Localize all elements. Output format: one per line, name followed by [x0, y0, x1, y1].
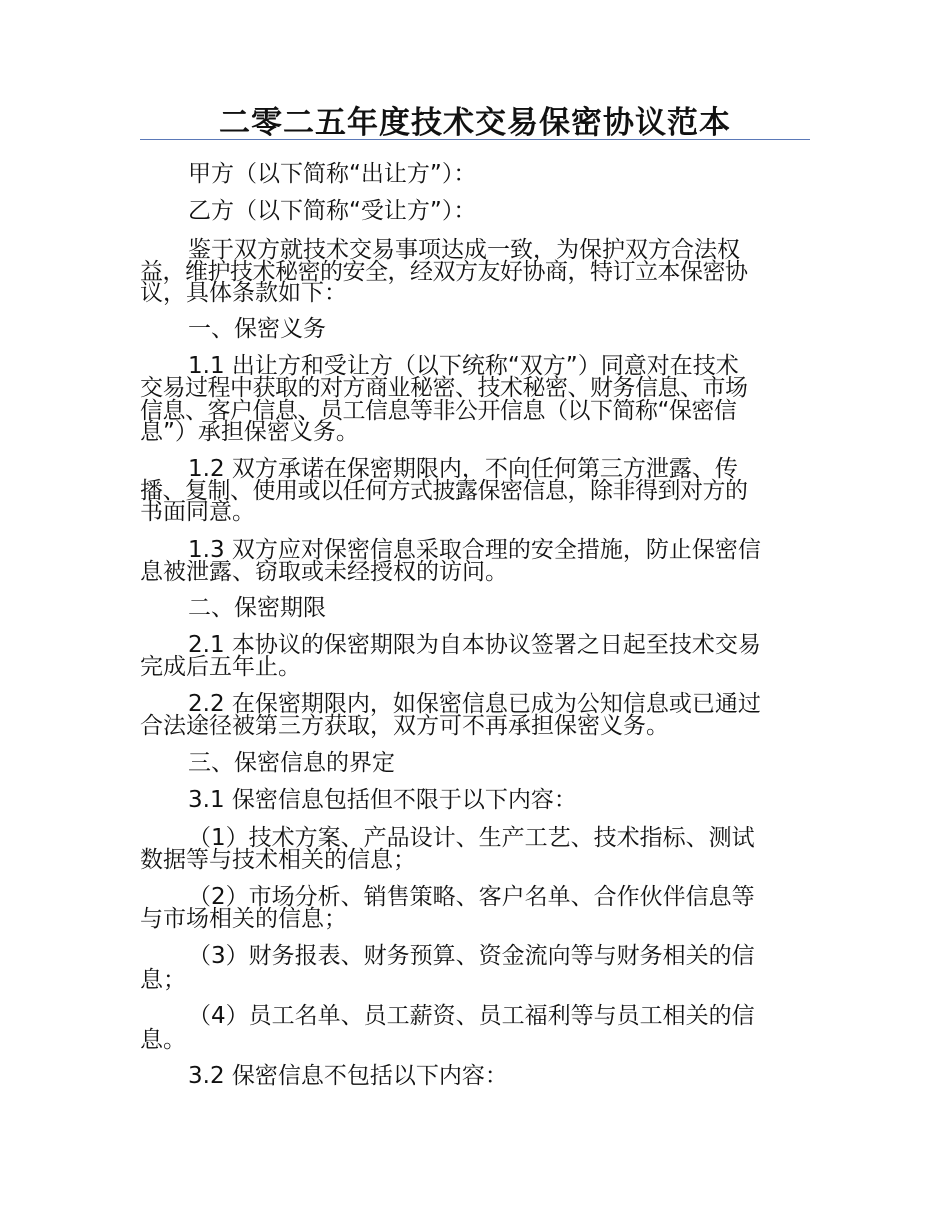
- clause-line: 1.3 双方应对保密信息采取合理的安全措施，防止保密信: [188, 537, 761, 563]
- preamble-line: 议，具体条款如下：: [140, 280, 347, 306]
- list-item: 息；: [140, 967, 186, 993]
- clause-line: 信息、客户信息、员工信息等非公开信息（以下简称“保密信: [140, 398, 737, 424]
- clause-line: 2.2 在保密期限内，如保密信息已成为公知信息或已通过: [188, 691, 761, 717]
- clause-line: 交易过程中获取的对方商业秘密、技术秘密、财务信息、市场: [140, 375, 748, 401]
- document-title: 二零二五年度技术交易保密协议范本: [219, 105, 731, 141]
- list-item: （1）技术方案、产品设计、生产工艺、技术指标、测试: [188, 825, 755, 851]
- clause-line: 播、复制、使用或以任何方式披露保密信息，除非得到对方的: [140, 478, 748, 504]
- preamble-line: 益，维护技术秘密的安全，经双方友好协商，特订立本保密协: [140, 259, 748, 285]
- list-item: 数据等与技术相关的信息；: [140, 847, 416, 873]
- title-underline: [140, 139, 810, 140]
- party-a-line: 甲方（以下简称“出让方”）：: [188, 161, 477, 187]
- clause-line: 3.1 保密信息包括但不限于以下内容：: [188, 787, 577, 813]
- clause-line: 完成后五年止。: [140, 654, 301, 680]
- list-item: （4）员工名单、员工薪资、员工福利等与员工相关的信: [188, 1003, 755, 1029]
- clause-line: 息被泄露、窃取或未经授权的访问。: [140, 559, 508, 585]
- clause-line: 2.1 本协议的保密期限为自本协议签署之日起至技术交易: [188, 632, 761, 658]
- clause-line: 3.2 保密信息不包括以下内容：: [188, 1063, 508, 1089]
- section-heading: 一、保密义务: [188, 316, 326, 342]
- preamble-line: 鉴于双方就技术交易事项达成一致，为保护双方合法权: [188, 237, 740, 263]
- list-item: （2）市场分析、销售策略、客户名单、合作伙伴信息等: [188, 884, 755, 910]
- list-item: 与市场相关的信息；: [140, 906, 347, 932]
- clause-line: 1.2 双方承诺在保密期限内，不向任何第三方泄露、传: [188, 456, 738, 482]
- clause-line: 1.1 出让方和受让方（以下统称“双方”）同意对在技术: [188, 353, 739, 379]
- list-item: （3）财务报表、财务预算、资金流向等与财务相关的信: [188, 943, 755, 969]
- section-heading: 三、保密信息的界定: [188, 750, 395, 776]
- party-b-line: 乙方（以下简称“受让方”）：: [188, 198, 477, 224]
- clause-line: 息”）承担保密义务。: [140, 419, 359, 445]
- clause-line: 合法途径被第三方获取，双方可不再承担保密义务。: [140, 713, 669, 739]
- section-heading: 二、保密期限: [188, 595, 326, 621]
- clause-line: 书面同意。: [140, 499, 255, 525]
- list-item: 息。: [140, 1027, 186, 1053]
